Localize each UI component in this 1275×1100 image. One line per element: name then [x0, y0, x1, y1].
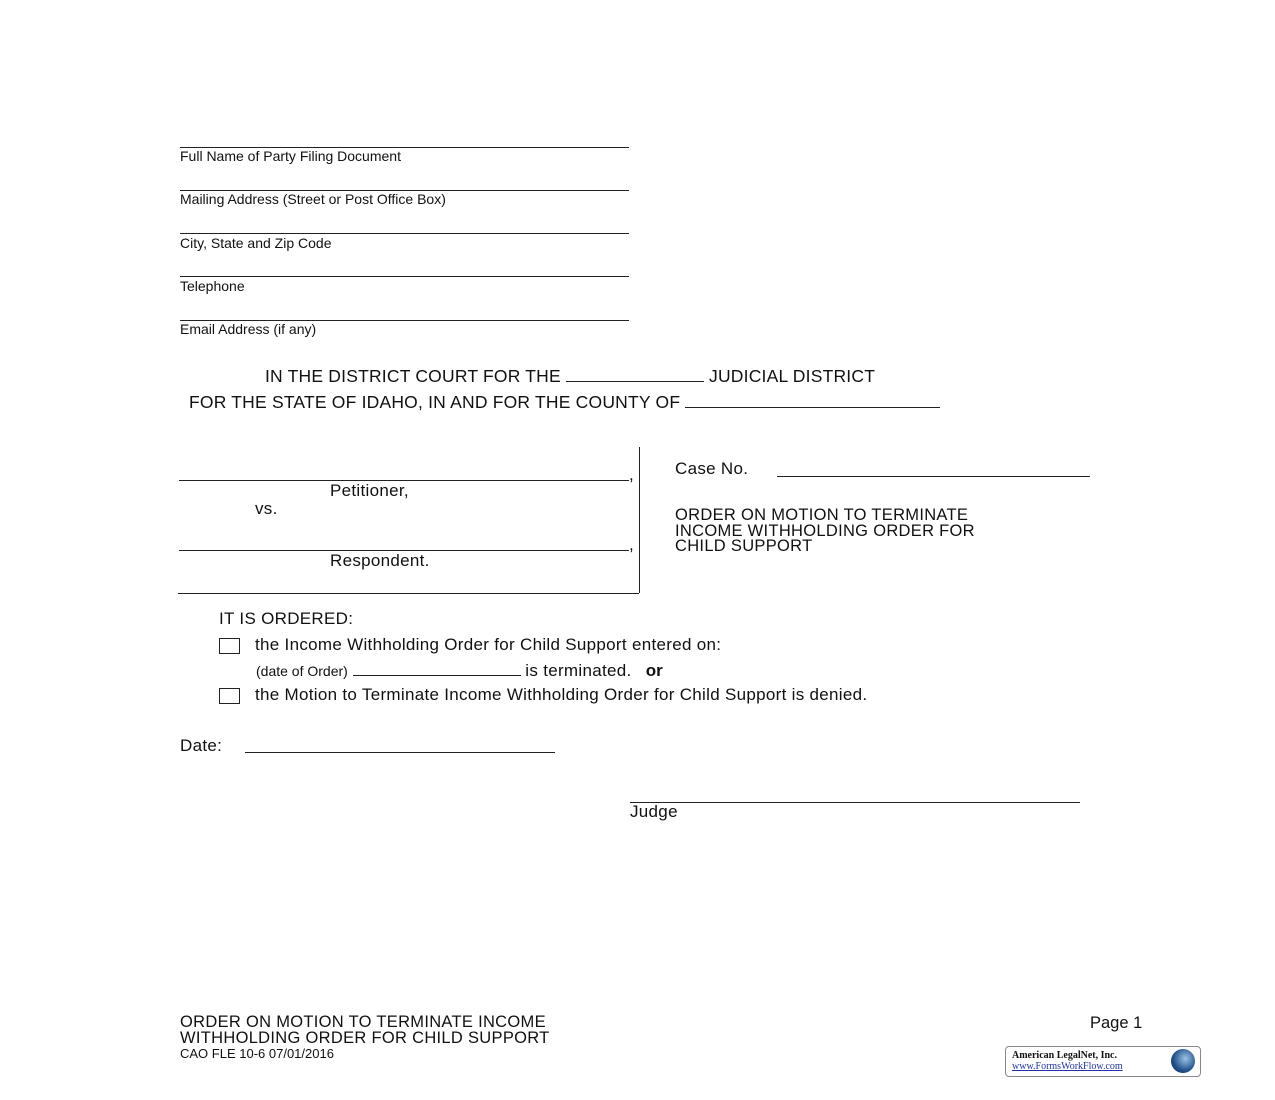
date-of-order-row: [256, 661, 663, 681]
logo-url[interactable]: www.FormsWorkFlow.com: [1012, 1061, 1123, 1072]
petitioner-comma: ,: [629, 465, 635, 484]
option2-text: the Motion to Terminate Income Withholding Order for Child Support is denied.: [255, 685, 868, 704]
court-line1-a: IN THE DISTRICT COURT FOR THE: [265, 366, 561, 386]
date-label: Date:: [180, 736, 223, 755]
terminate-checkbox[interactable]: [219, 638, 240, 654]
caption-bottom-rule: [178, 593, 639, 594]
court-heading-line1: [265, 366, 875, 387]
terminated-text: is terminated.: [525, 661, 632, 680]
vs-label: vs.: [255, 499, 278, 518]
footer-title-line: ORDER ON MOTION TO TERMINATE INCOME: [180, 1013, 546, 1031]
court-line2: FOR THE STATE OF IDAHO, IN AND FOR THE COUNTY OF: [189, 392, 681, 412]
address-label: Mailing Address (Street or Post Office Box): [180, 191, 446, 207]
option1-text: the Income Withholding Order for Child Support entered on:: [255, 635, 722, 654]
page-number: Page 1: [1090, 1014, 1143, 1032]
legalnet-logo[interactable]: [1005, 1046, 1201, 1077]
globe-icon: [1171, 1049, 1195, 1073]
court-line1-b: JUDICIAL DISTRICT: [709, 366, 876, 386]
respondent-label: Respondent.: [330, 551, 430, 570]
district-blank[interactable]: [566, 366, 704, 382]
judge-signature-line[interactable]: [630, 802, 1080, 803]
date-of-order-blank[interactable]: [353, 662, 521, 676]
county-blank[interactable]: [685, 392, 940, 408]
footer-title: [180, 1014, 550, 1046]
footer-title-line: WITHHOLDING ORDER FOR CHILD SUPPORT: [180, 1029, 550, 1047]
city-line[interactable]: [180, 233, 629, 234]
title-line: ORDER ON MOTION TO TERMINATE: [675, 506, 969, 524]
city-label: City, State and Zip Code: [180, 235, 332, 251]
case-number-line[interactable]: [777, 476, 1090, 477]
title-line: CHILD SUPPORT: [675, 537, 813, 555]
or-text: or: [645, 661, 663, 680]
case-number-label: Case No.: [675, 459, 749, 478]
logo-company: American LegalNet, Inc.: [1012, 1050, 1117, 1061]
court-heading-line2: [189, 392, 940, 413]
document-title: [675, 508, 975, 555]
deny-checkbox[interactable]: [219, 688, 240, 704]
petitioner-label: Petitioner,: [330, 481, 409, 500]
title-line: INCOME WITHHOLDING ORDER FOR: [675, 521, 975, 540]
telephone-line[interactable]: [180, 276, 629, 277]
it-is-ordered-heading: IT IS ORDERED:: [219, 609, 354, 628]
caption-divider: [639, 447, 640, 593]
name-label: Full Name of Party Filing Document: [180, 148, 401, 164]
form-id: CAO FLE 10-6 07/01/2016: [180, 1046, 334, 1061]
date-line[interactable]: [245, 752, 555, 753]
telephone-label: Telephone: [180, 278, 245, 294]
date-of-order-label: (date of Order): [256, 663, 348, 679]
email-label: Email Address (if any): [180, 321, 317, 337]
judge-label: Judge: [630, 802, 678, 821]
respondent-comma: ,: [629, 535, 635, 554]
